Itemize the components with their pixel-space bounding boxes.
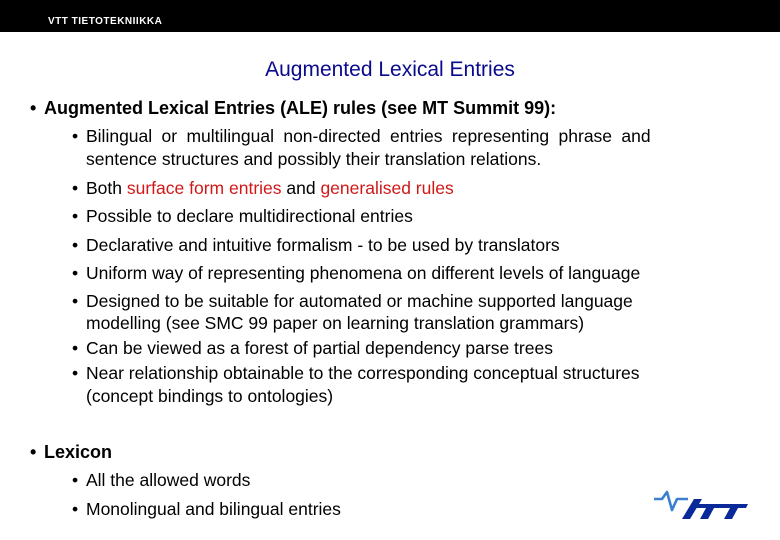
bullet-marker: •: [72, 363, 79, 383]
sub-bullet-both: [72, 177, 454, 199]
sub-bullet-forest: [72, 337, 553, 359]
sub-bullet-text: Near relationship obtainable to the corresponding conceptual structures: [86, 363, 640, 383]
bullet-lexicon: [30, 441, 112, 463]
sub-bullet-text: Possible to declare multidirectional entries: [86, 206, 413, 226]
bullet-marker: •: [72, 470, 79, 490]
brand-label: VTT TIETOTEKNIIKKA: [48, 16, 163, 27]
highlight-surface-form: surface form entries: [126, 178, 282, 198]
sub-bullet-text: Declarative and intuitive formalism - to be used by translators: [86, 235, 560, 255]
sub-bullet-allowed-words: [72, 469, 250, 491]
bullet-marker: •: [72, 263, 79, 283]
sub-bullet-text: Bilingual or multilingual non-directed entries representing phrase and: [86, 126, 651, 146]
bullet-marker: •: [72, 178, 79, 198]
sub-bullet-text-pre: Both: [86, 178, 127, 198]
sub-bullet-text: Monolingual and bilingual entries: [86, 499, 341, 519]
sub-bullet-text: Uniform way of representing phenomena on different levels of language: [86, 263, 641, 283]
sub-bullet-text: Designed to be suitable for automated or machine supported language: [86, 291, 633, 311]
sub-bullet-text: All the allowed words: [86, 470, 251, 490]
sub-bullet-entries: [72, 498, 341, 520]
bullet-marker: •: [72, 235, 79, 255]
sub-bullet-near: [72, 362, 640, 384]
bullet-text: Lexicon: [44, 442, 113, 462]
sub-bullet-declarative: [72, 234, 560, 256]
bullet-marker: •: [30, 442, 37, 462]
sub-bullet-text-mid: and: [281, 178, 321, 198]
header-bar: [0, 0, 780, 32]
bullet-marker: •: [72, 338, 79, 358]
sub-bullet-bilingual: [72, 125, 651, 147]
sub-bullet-text: Can be viewed as a forest of partial dependency parse trees: [86, 338, 553, 358]
sub-bullet-continuation: (concept bindings to ontologies): [86, 386, 334, 406]
sub-bullet-designed: [72, 290, 633, 312]
bullet-marker: •: [72, 291, 79, 311]
highlight-generalised-rules: generalised rules: [320, 178, 454, 198]
bullet-marker: •: [72, 499, 79, 519]
sub-bullet-continuation: modelling (see SMC 99 paper on learning translation grammars): [86, 313, 585, 333]
bullet-ale: [30, 97, 556, 119]
slide-title: Augmented Lexical Entries: [265, 58, 515, 81]
bullet-marker: •: [72, 126, 79, 146]
sub-bullet-continuation: sentence structures and possibly their translation relations.: [86, 149, 542, 169]
sub-bullet-uniform: [72, 262, 640, 284]
bullet-marker: •: [30, 98, 37, 118]
bullet-marker: •: [72, 206, 79, 226]
bullet-text: Augmented Lexical Entries (ALE) rules (see MT Summit 99):: [44, 98, 557, 118]
vtt-logo-icon: [652, 482, 752, 522]
sub-bullet-multidirectional: [72, 205, 413, 227]
